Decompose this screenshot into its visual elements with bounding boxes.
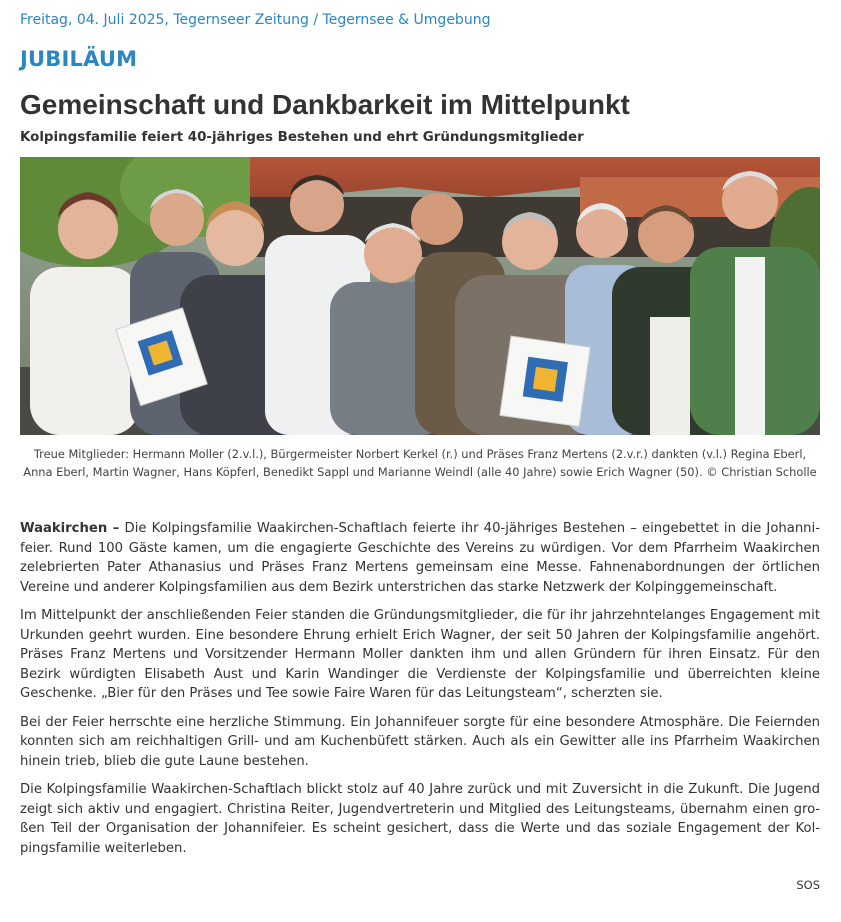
paragraph-3: Bei der Feier herrschte eine herzliche Stimmung. Ein Johannifeuer sorgte für eine besondere Atmosphäre. Die Feiernden konnten sich am reichhaltigen Grill- und am Kuchenbüfett stärken. Auch als ein Gewitter alle ins Pfarrheim Waakirchen hinein trieb, blieb die gute Laune bestehen. — [20, 714, 820, 769]
article-body — [20, 519, 820, 867]
author-signature: SOS — [796, 878, 820, 892]
paragraph-1-text: Die Kolpingsfamilie Waakirchen-Schaftlach feierte ihr 40-jähriges Bestehen – eingebettet in die Johannifeier. Rund 100 Gäste kamen, um die engagierte Geschichte des Vereins zu würdigen. Vor dem Pfarrheim Waakirchen zelebrierten Pater Athanasius und Präses Franz Mertens gemeinsam eine Messe. Fahnenabordnungen der örtlichen Vereine und anderer Kolpingsfamilien aus dem Bezirk unterstrichen das starke Netzwerk der Kolpinggemeinschaft. — [20, 521, 820, 595]
subheadline: Kolpingsfamilie feiert 40-jähriges Bestehen und ehrt Gründungsmitglieder — [20, 130, 584, 145]
kicker: JUBILÄUM — [20, 47, 138, 71]
photo-caption: Treue Mitglieder: Hermann Moller (2.v.l.), Bürgermeister Norbert Kerkel (r.) und Präses Franz Mertens (2.v.r.) dankten (v.l.) Regina Eberl, Anna Eberl, Martin Wagner, Hans Köpferl, Benedikt Sappl und Marianne Weindl (alle 40 Jahre) sowie Erich Wagner (50). © Christian Scholle — [23, 447, 817, 479]
headline: Gemeinschaft und Dankbarkeit im Mittelpunkt — [20, 89, 630, 120]
paragraph-1 — [20, 519, 820, 597]
paragraph-4: Die Kolpingsfamilie Waakirchen-Schaftlach blickt stolz auf 40 Jahre zurück und mit Zuversicht in die Zukunft. Die Jugend zeigt sich aktiv und engagiert. Christina Reiter, Jugendvertreterin und Mitglied des Leitungsteams, übernahm einen großen Teil der Organisation der Johannifeier. Es scheint gesichert, dass die Werte und das soziale Engagement der Kolpingsfamilie weiterleben. — [20, 781, 820, 856]
group-photo — [20, 157, 820, 435]
dateline: Freitag, 04. Juli 2025, Tegernseer Zeitung / Tegernsee & Umgebung — [20, 12, 491, 28]
lead-location: Waakirchen – — [20, 521, 120, 536]
paragraph-2: Im Mittelpunkt der anschließenden Feier standen die Gründungsmitglieder, die für ihr jahrzehntelanges Engagement mit Urkunden geehrt wurden. Eine besondere Ehrung erhielt Erich Wagner, der seit 50 Jahren der Kolpingsfamilie angehört. Präses Franz Mertens und Vorsitzender Hermann Moller dankten ihm und allen Gründern für ihren Einsatz. Für den Bezirk würdigten Elisabeth Aust und Karin Wandinger die Verdienste der Kolpingsfamilie und überreichten kleine Geschenke. „Bier für den Präses und Tee sowie Faire Waren für das Leitungsteam“, scherzten sie. — [20, 607, 820, 702]
